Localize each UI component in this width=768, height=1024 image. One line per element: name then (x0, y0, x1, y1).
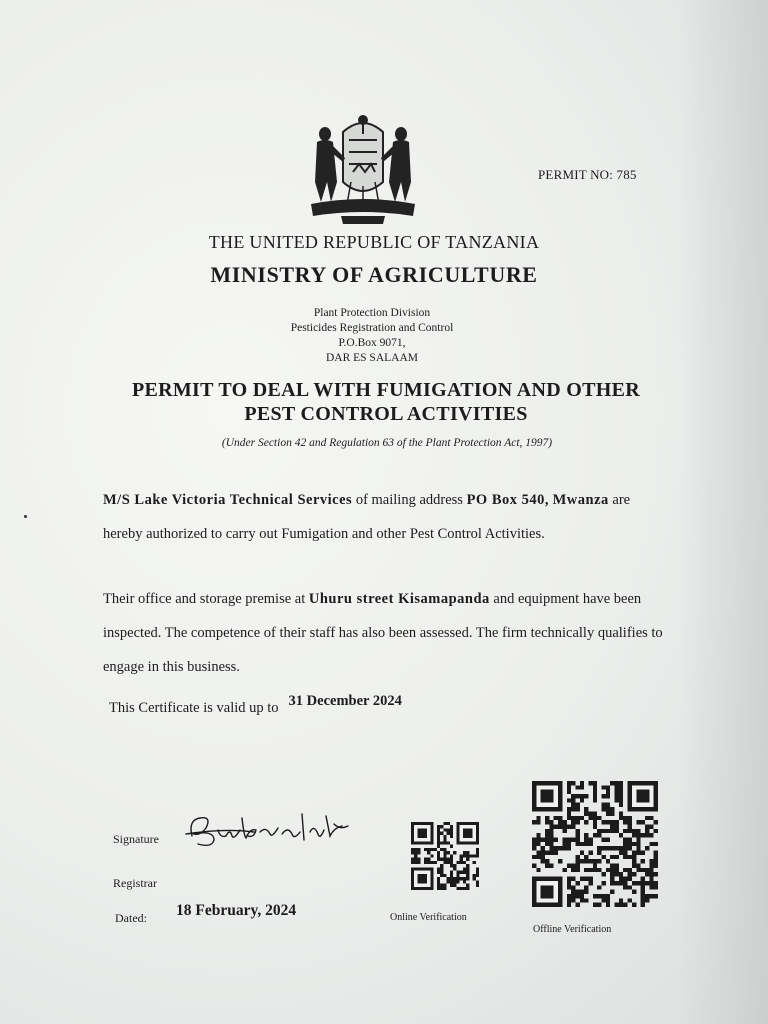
offline-verification-qr-icon[interactable] (527, 781, 663, 907)
inspection-text: and equipment have been inspected. The competence of their staff has also been assessed. The firm technically qualifies to engage in this business. (103, 591, 663, 675)
country-name: THE UNITED REPUBLIC OF TANZANIA (208, 232, 540, 252)
company-name: M/S Lake Victoria Technical Services (103, 492, 353, 508)
dated-label: Dated: (115, 911, 147, 925)
validity-date: 31 December 2024 (288, 693, 402, 709)
coat-of-arms-icon (303, 112, 423, 227)
issue-date: 18 February, 2024 (176, 902, 297, 919)
online-verification-label: Online Verification (390, 912, 467, 923)
company-city: Mwanza (552, 492, 609, 508)
permit-title-line-1: PERMIT TO DEAL WITH FUMIGATION AND OTHER (131, 379, 640, 401)
validity-label: This Certificate is valid up to (109, 700, 279, 716)
permit-number: PERMIT NO: 785 (538, 167, 637, 182)
ministry-name: MINISTRY OF AGRICULTURE (210, 262, 538, 287)
signature-label: Signature (113, 832, 159, 846)
premise-intro: Their office and storage premise at (103, 591, 309, 607)
permit-title (2, 378, 768, 426)
offline-verification-label: Offline Verification (533, 924, 612, 935)
mailing-address: PO Box 540, (466, 492, 549, 508)
paper-speck (24, 515, 27, 518)
office-address (0, 306, 756, 366)
address-line-section: Pesticides Registration and Control (290, 322, 454, 334)
permit-title-line-2: PEST CONTROL ACTIVITIES (244, 403, 528, 425)
registrar-signature (184, 806, 364, 852)
address-line-division: Plant Protection Division (313, 307, 431, 319)
premise-location: Uhuru street Kisamapanda (308, 591, 490, 607)
online-verification-qr-icon[interactable] (408, 822, 482, 890)
validity-statement (109, 693, 402, 717)
address-line-pobox: P.O.Box 9071, (338, 337, 406, 349)
authorization-paragraph (103, 483, 668, 551)
legal-reference: (Under Section 42 and Regulation 63 of the Plant Protection Act, 1997) (221, 437, 553, 449)
authorization-text: are hereby authorized to carry out Fumigation and other Pest Control Activities. (103, 492, 631, 542)
inspection-paragraph (103, 582, 668, 684)
mailing-intro: of mailing address (352, 492, 467, 508)
address-line-city: DAR ES SALAAM (325, 352, 418, 364)
signatory-title: Registrar (113, 876, 157, 890)
